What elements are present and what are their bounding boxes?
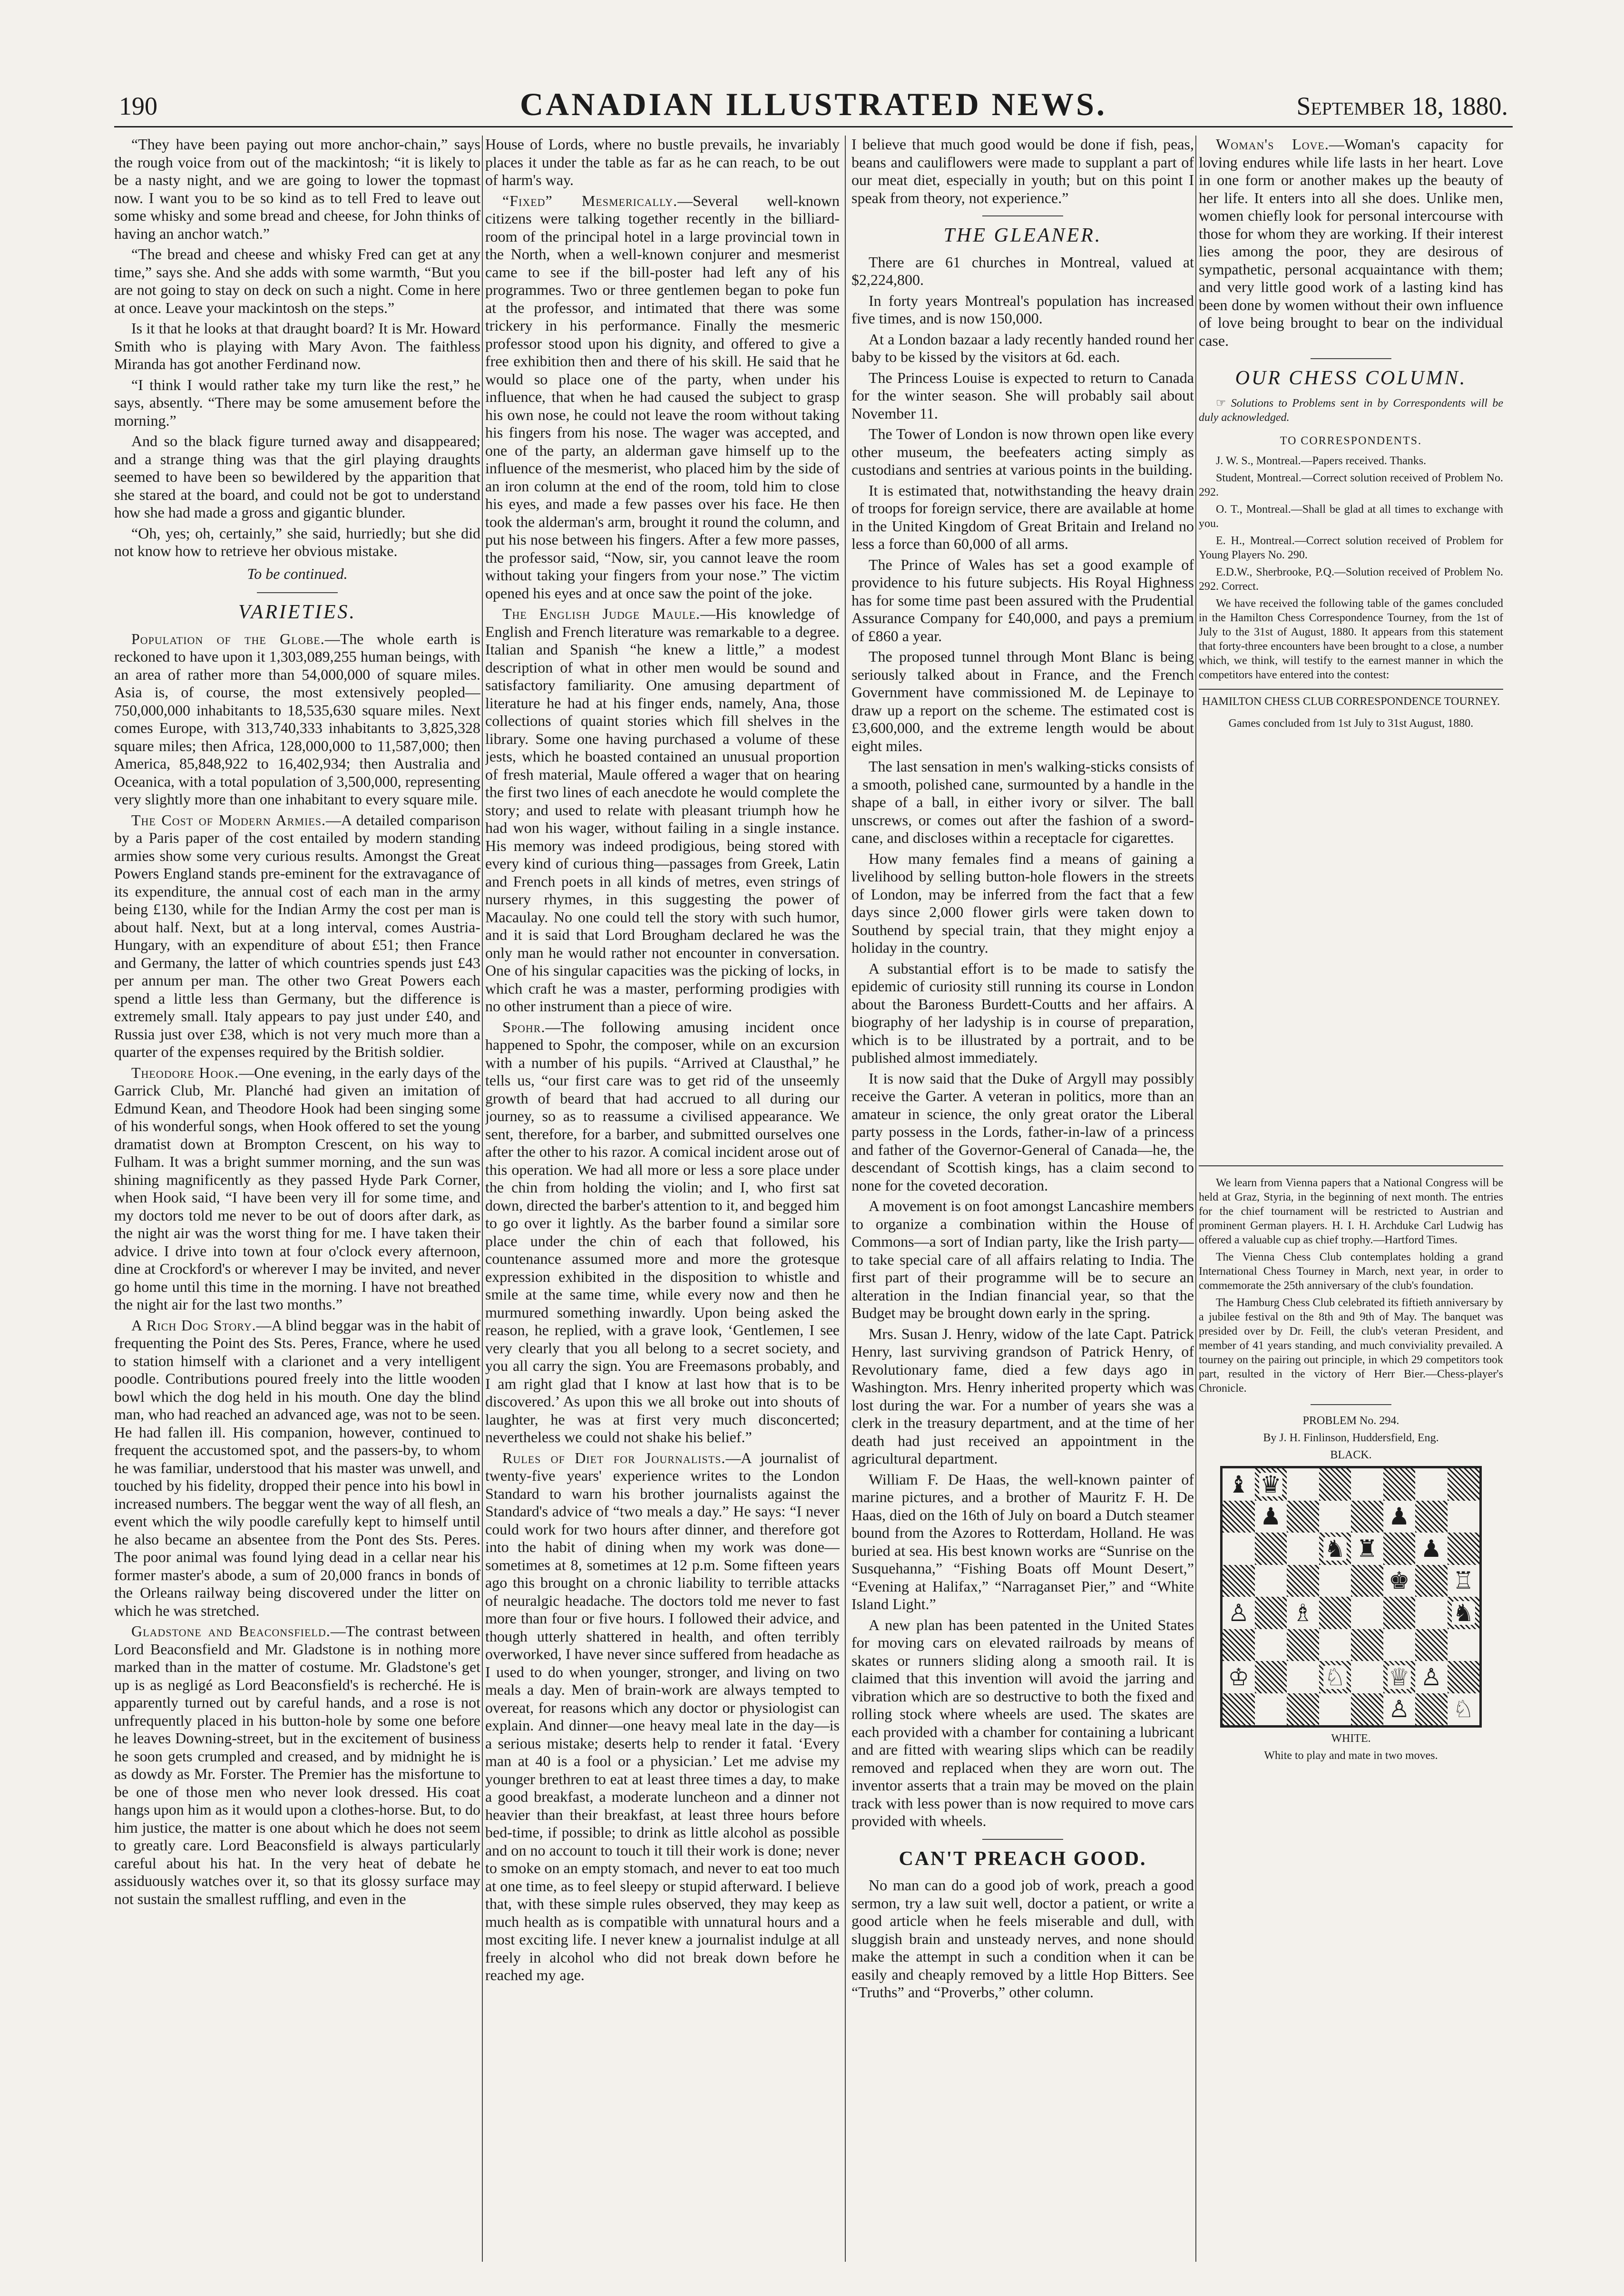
- correspondents-heading: TO CORRESPONDENTS.: [1280, 434, 1422, 447]
- variety-item-text: —The whole earth is reckoned to have upon it 1,303,089,255 human beings, with an area of rather more than 54,000,000 of square miles. Asia is, of course, the most extensively peopled—750,000,000 inhabitants to 18,535,630 square miles. Next comes Europe, with 313,740,333 inhabitants to 3,825,328 square miles; then Africa, 128,000,000 to 11,587,000; then America, 85,848,922 to 16,402,934; then Australia and Oceanica, with a total population of 3,500,000, representing very slightly more than one inhabitant to every square mile.: [114, 630, 480, 808]
- board-square: [1287, 1597, 1319, 1629]
- gleaner-item: William F. De Haas, the well-known painter of marine pictures, and a brother of Mauritz F. H. De Haas, died on the 16th of July on board a Dutch steamer bound from the Azores to Rotterdam, Holland. He was buried at sea. His best known works are “Sunrise on the Susquehanna,” “Fishing Boats off Mount Desert,” “Evening at Halifax,” “Narraganset Pier,” and “White Island Light.”: [851, 1470, 1194, 1612]
- board-square: [1319, 1565, 1351, 1597]
- variety-item: [114, 1064, 480, 1314]
- page-header: [114, 81, 1513, 127]
- board-square: [1255, 1661, 1287, 1693]
- article-paragraph-lead: The English Judge Maule.: [502, 605, 700, 622]
- correspondent-entry: E.D.W., Sherbrooke, P.Q.—Solution received of Problem No. 292. Correct.: [1199, 566, 1503, 593]
- board-square: [1448, 1597, 1480, 1629]
- section-rule: [257, 592, 338, 593]
- board-square: [1351, 1693, 1383, 1726]
- board-square: [1415, 1597, 1448, 1629]
- board-square: [1255, 1533, 1287, 1565]
- correspondents-list: [1199, 454, 1503, 594]
- gleaner-item: The Prince of Wales has set a good example of providence to his future subjects. His Royal Highness has for some time past been assured with the Prudential Assurance Company for £40,000, and pays a premium of £860 a year.: [851, 556, 1194, 645]
- article-paragraph-text: —The following amusing incident once happened to Spohr, the composer, while on an excursion with a number of his pupils. “Arrived at Clausthal,” he tells us, “our first care was to get rid of the unseemly growth of beard that had accrued to all during our journey, so as to reassume a civilised appearance. We sent, therefore, for a barber, and submitted ourselves one after the other to his razor. A comical incident arose out of this operation. We had all more or less a sore place under the chin from holding the violin; and I, who first sat down, directed the barber's attention to it, and begged him to go over it lightly. As the barber found a similar sore place under the chin of each that followed, his countenance assumed more and more the grotesque expression exhibited in the disposition to whistle and smile at the same time, while every now and then he murmured something inwardly. Upon being asked the reason, he replied, with a grave look, ‘Gentlemen, I see very clearly that you all belong to a secret society, and you all carry the sign. You are Freemasons probably, and I am right glad that I know at last how that is to be discovered.’ As upon this we all broke out into shouts of laughter, he was at first very much disconcerted; nevertheless we could not shake his belief.”: [485, 1018, 840, 1446]
- variety-item: [114, 811, 480, 1061]
- board-square: [1223, 1533, 1255, 1565]
- problem-caption: White to play and mate in two moves.: [1264, 1749, 1438, 1762]
- article-paragraph-lead: Rules of Diet for Journalists.: [502, 1449, 726, 1466]
- gleaner-item: In forty years Montreal's population has increased five times, and is now 150,000.: [851, 292, 1194, 327]
- column-1: [114, 136, 480, 2267]
- problem-author: By J. H. Finlinson, Huddersfield, Eng.: [1263, 1432, 1439, 1444]
- masthead-title: CANADIAN ILLUSTRATED NEWS.: [520, 86, 1107, 122]
- chess-piece-icon: ♙: [1420, 1663, 1442, 1690]
- chess-piece-icon: ♘: [1324, 1663, 1346, 1690]
- article-paragraph-text: House of Lords, where no bustle prevails, he invariably places it under the table as far as he can reach, to be out of harm's way.: [485, 136, 840, 188]
- article-paragraph-lead: “Fixed” Mesmerically.: [502, 192, 678, 209]
- gleaner-item: At a London bazaar a lady recently handed round her baby to be kissed by the visitors at 6d. each.: [851, 330, 1194, 365]
- variety-item-lead: Population of the Globe.: [131, 630, 325, 647]
- variety-item-lead: Gladstone and Beaconsfield.: [131, 1622, 331, 1640]
- chess-heading: OUR CHESS COLUMN.: [1235, 367, 1467, 389]
- chess-piece-icon: ♟: [1260, 1503, 1282, 1530]
- to-be-continued: To be continued.: [247, 565, 348, 582]
- board-square: [1383, 1629, 1416, 1661]
- board-square: [1319, 1533, 1351, 1565]
- board-square: [1415, 1693, 1448, 1726]
- board-square: [1448, 1468, 1480, 1501]
- gleaner-item: There are 61 churches in Montreal, valued at $2,224,800.: [851, 253, 1194, 288]
- board-square: [1223, 1501, 1255, 1533]
- board-square: [1351, 1565, 1383, 1597]
- table-intro: We have received the following table of the games concluded in the Hamilton Chess Correspondence Tourney, from the 1st of July to the 31st of August, 1880. It appears from this statement that forty-three encounters have been brought to a close, a number which, we think, will testify to the earnest manner in which the competitors have entered into the contest:: [1199, 597, 1503, 681]
- board-square: [1383, 1661, 1416, 1693]
- board-square: [1287, 1468, 1319, 1501]
- womans-love-text: —Woman's capacity for loving endures while life lasts in her heart. Love in one form or another makes up the beauty of her life. It enters into all she does. Unlike men, women chiefly look for personal intercourse with those for whom they are working. If their interest lies among the poor, they are desirous of sympathetic, personal acquaintance with them; and very little good work of a lasting kind has been done by women without their own influence of love being brought to bear on the individual case.: [1199, 136, 1503, 349]
- variety-item-lead: Theodore Hook.: [131, 1064, 239, 1081]
- vienna-club-note: The Vienna Chess Club contemplates holding a grand International Chess Tourney in March, next year, in order to commemorate the 25th anniversary of the club's foundation.: [1199, 1251, 1503, 1292]
- board-square: [1255, 1468, 1287, 1501]
- page-number: 190: [119, 92, 157, 120]
- correspondent-entry: O. T., Montreal.—Shall be glad at all times to exchange with you.: [1199, 503, 1503, 530]
- board-square: [1448, 1565, 1480, 1597]
- womans-love-paragraph: [1199, 136, 1503, 350]
- gleaner-item: The proposed tunnel through Mont Blanc is being seriously talked about in France, and the French Government have commissioned M. de Lepinaye to draw up a report on the scheme. The estimated cost is £3,600,000, and the extreme length would be about eight miles.: [851, 648, 1194, 754]
- board-square: [1448, 1661, 1480, 1693]
- gleaner-list: [851, 254, 1194, 1830]
- board-square: [1319, 1629, 1351, 1661]
- chess-piece-icon: ♜: [1356, 1535, 1378, 1562]
- board-square: [1351, 1501, 1383, 1533]
- gleaner-item: It is estimated that, notwithstanding the heavy drain of troops for foreign service, there are available at home in the United Kingdom of Great Britain and Ireland no less a force than 60,000 of all arms.: [851, 481, 1194, 552]
- board-square: [1223, 1468, 1255, 1501]
- board-square: [1255, 1565, 1287, 1597]
- article-paragraph: [485, 1449, 840, 1984]
- chess-piece-icon: ♙: [1388, 1696, 1410, 1723]
- board-square: [1448, 1533, 1480, 1565]
- board-square: [1448, 1501, 1480, 1533]
- gleaner-item: A new plan has been patented in the United States for moving cars on elevated railroads by means of skates or runners sliding along a smooth rail. It is claimed that this invention will avoid the jarring and vibration which are so destructive to both the fixed and rolling stock where wheels are used. The skates are each provided with a chamber for containing a lubricant and are fitted with wearing slips which can be readily removed and replaced when they are worn out. The inventor asserts that a train may be moved on the plain track with less power than is now required to move cars provided with wheels.: [851, 1616, 1194, 1829]
- gleaner-item: How many females find a means of gaining a livelihood by selling button-hole flowers in the streets of London, may be inferred from the fact that a few days since 2,000 flower girls were taken down to Southend by special train, that they might enjoy a holiday in the country.: [851, 850, 1194, 956]
- board-square: [1319, 1468, 1351, 1501]
- chess-piece-icon: ♘: [1452, 1696, 1474, 1723]
- board-square: [1319, 1693, 1351, 1726]
- gleaner-item: A movement is on foot amongst Lancashire members to organize a combination within the House of Commons—a sort of Indian party, like the Irish party—to take special care of all affairs relating to India. The first part of their programme will be to secure an alteration in the Indian financial year, so that the Budget may be brought down early in the spring.: [851, 1197, 1194, 1321]
- board-square: [1383, 1501, 1416, 1533]
- variety-item-lead: A Rich Dog Story.: [131, 1316, 256, 1334]
- story-paragraph: “Oh, yes; oh, certainly,” she said, hurriedly; but she did not know how to retrieve her obvious mistake.: [114, 524, 480, 559]
- board-square: [1415, 1533, 1448, 1565]
- article-paragraph-text: —Several well-known citizens were talking together recently in the billiard-room of the principal hotel in a large provincial town in the North, when a well-known conjurer and mesmerist came to see if the bill-poster had left any of his programmes. Two or three gentlemen began to poke fun at the professor, and intimated that there was some trickery in his performance. Finally the mesmeric professor stood upon his dignity, and offered to give a free exhibition then and there of his skill. He said that he would so place one of the party, when under his influence, that when he had caused the subject to grasp his own nose, he could not leave the room without taking his fingers from his nose. The wager was accepted, and one of the party, an alderman gave himself up to the influence of the mesmerist, who placed him by the side of an iron column at the end of the room, told him to close his eyes, and made a few passes over his face. He then took the alderman's arm, brought it round the column, and put his nose between his fingers. After a few more passes, the professor said, “Now, sir, you cannot leave the room without taking your fingers from your nose.” The victim opened his eyes and at once saw the point of the joke.: [485, 192, 840, 602]
- section-rule: [982, 1839, 1063, 1840]
- gleaner-item: The Princess Louise is expected to return to Canada for the winter season. She will probably sail about November 11.: [851, 369, 1194, 422]
- board-square: [1351, 1533, 1383, 1565]
- board-square: [1448, 1693, 1480, 1726]
- gleaner-heading: THE GLEANER.: [943, 225, 1102, 246]
- board-square: [1415, 1501, 1448, 1533]
- board-square: [1223, 1629, 1255, 1661]
- chess-piece-icon: ♞: [1452, 1599, 1474, 1626]
- varieties-heading: VARIETIES.: [238, 601, 356, 623]
- board-square: [1255, 1501, 1287, 1533]
- column-2-articles: [485, 136, 840, 1984]
- ad-text: No man can do a good job of work, preach a good sermon, try a law suit well, doctor a patient, or write a good article when he feels miserable and dull, with sluggish brain and unsteady nerves, and none should make the attempt in such a condition when it can be easily and cheaply removed by a little Hop Bitters. See “Truths” and “Proverbs,” other column.: [851, 1876, 1194, 2001]
- chess-notice: [1199, 396, 1503, 425]
- chess-piece-icon: ♛: [1260, 1471, 1282, 1498]
- correspondent-entry: E. H., Montreal.—Correct solution received of Problem for Young Players No. 290.: [1199, 535, 1503, 561]
- variety-item-text: —One evening, in the early days of the Garrick Club, Mr. Planché had given an imitation of Edmund Kean, and Theodore Hook had been singing some of his wonderful songs, when Hook offered to set the young dramatist down at Brompton Crescent, on his way to Fulham. It was a bright summer morning, and the sun was shining magnificently as they passed Hyde Park Corner, when Hook said, “I have been very ill for some time, and my doctors told me never to be out of doors after dark, as the night air was the worst thing for me. I have taken their advice. I drive into town at four o'clock every afternoon, dine at Crockford's or wherever I may be invited, and never go home until this time in the morning. I have not breathed the night air for the last two months.”: [114, 1064, 480, 1313]
- board-square: [1351, 1661, 1383, 1693]
- board-square: [1223, 1661, 1255, 1693]
- varieties-list: [114, 630, 480, 1908]
- board-square: [1415, 1661, 1448, 1693]
- ad-heading: CAN'T PREACH GOOD.: [899, 1847, 1147, 1870]
- chess-board: [1220, 1466, 1482, 1728]
- gleaner-item: The last sensation in men's walking-sticks consists of a smooth, polished cane, surmounted by a handle in the shape of a ball, in either ivory or silver. The ball unscrews, or comes out after the fashion of a sword-cane, and discloses within a receptacle for cigarettes.: [851, 758, 1194, 846]
- board-square: [1255, 1629, 1287, 1661]
- board-square: [1415, 1468, 1448, 1501]
- article-paragraph-text: —His knowledge of English and French literature was remarkable to a degree. Italian and Spanish “he knew a little,” a modest description of what in other men would be sound and satisfactory familiarity. One amusing department of literature he had at his finger ends, namely, Ana, those collections of quaint stories which fill shelves in the library. Some one having purchased a volume of these jests, which he boasted contained an unusual proportion of fresh material, Maule offered a wager that on hearing the first two lines of each anecdote he would complete the story; and used to relate with pleasant triumph how he had won his wager, without failing in a single instance. His memory was indeed prodigious, being stored with every kind of curious thing—passages from Greek, Latin and French poets in all kinds of metres, even strings of nursery rhymes, in this suggesting the power of Macaulay. No one could tell the story with such humor, and it is said that Lord Brougham declared he was the only man he would rather not encounter in conversation. One of his singular capacities was the picking of locks, in which craft he was a master, performing prodigies with no other instrument than a piece of wire.: [485, 605, 840, 1015]
- chess-notice-text: Solutions to Problems sent in by Correspondents will be duly acknowledged.: [1199, 397, 1503, 424]
- problem-title: PROBLEM No. 294.: [1302, 1415, 1399, 1427]
- chess-piece-icon: ♞: [1324, 1535, 1346, 1562]
- gleaner-item: The Tower of London is now thrown open like every other museum, the beefeaters acting simply as custodians and sentries at various points in the building.: [851, 425, 1194, 478]
- story-paragraph: “The bread and cheese and whisky Fred can get at any time,” says she. And she adds with some warmth, “But you are not going to stay on deck on such a night. Come in here at once. Leave your mackintosh on the steps.”: [114, 245, 480, 316]
- board-square: [1287, 1565, 1319, 1597]
- column-4: [1199, 136, 1503, 2267]
- gleaner-item: A substantial effort is to be made to satisfy the epidemic of curiosity still running its course in London about the Baroness Burdett-Coutts and her affairs. A biography of her ladyship is in course of preparation, which is to be illustrated by a portrait, and to be published almost immediately.: [851, 959, 1194, 1066]
- issue-date: September 18, 1880.: [1296, 92, 1508, 120]
- white-label: WHITE.: [1331, 1732, 1371, 1745]
- correspondent-entry: Student, Montreal.—Correct solution received of Problem No. 292.: [1199, 472, 1503, 498]
- chess-piece-icon: ♖: [1452, 1567, 1474, 1594]
- chess-piece-icon: ♔: [1228, 1663, 1250, 1690]
- variety-item: [114, 1317, 480, 1620]
- chess-piece-icon: ♕: [1388, 1663, 1410, 1690]
- section-rule: [982, 215, 1063, 216]
- board-square: [1415, 1565, 1448, 1597]
- board-square: [1223, 1597, 1255, 1629]
- article-paragraph: [485, 136, 840, 189]
- chess-piece-icon: ♚: [1388, 1567, 1410, 1594]
- chess-piece-icon: ♝: [1228, 1471, 1250, 1498]
- board-square: [1351, 1629, 1383, 1661]
- board-square: [1383, 1597, 1416, 1629]
- column-rule: [482, 136, 483, 2262]
- tourney-table-title: HAMILTON CHESS CLUB CORRESPONDENCE TOURNEY.: [1202, 695, 1500, 708]
- article-paragraph: [485, 192, 840, 603]
- board-square: [1287, 1629, 1319, 1661]
- gleaner-item: Mrs. Susan J. Henry, widow of the late Capt. Patrick Henry, last surviving grandson of Patrick Henry, of Revolutionary fame, died a few days ago in Washington. Mrs. Henry inherited property which was lost during the war. For a number of years she was a clerk in the treasury department, and at the time of her death had just received an appointment in the agricultural department.: [851, 1325, 1194, 1467]
- board-square: [1319, 1597, 1351, 1629]
- board-square: [1448, 1629, 1480, 1661]
- board-square: [1287, 1693, 1319, 1726]
- article-paragraph-lead: Spohr.: [502, 1018, 546, 1036]
- board-square: [1255, 1597, 1287, 1629]
- board-square: [1319, 1661, 1351, 1693]
- variety-item-text: —A blind beggar was in the habit of frequenting the Point des Sts. Peres, France, where he used to station himself with a clarionet and a very intelligent poodle. Contributions poured freely into the little wooden bowl which the dog held in his mouth. One day the blind man, who had reached an advanced age, was not to be seen. He had fallen ill. His companion, however, continued to frequent the accustomed spot, and the passers-by, to whom he was familiar, understood that his master was unwell, and touched by his fidelity, dropped their pence into his bowl in increased numbers. The beggar went the way of all flesh, an event which the wily poodle carefully kept to himself until he also became an absentee from the Pont des Sts. Peres. The poor animal was found lying dead in a cellar near his former master's abode, a sum of 20,000 francs in bonds of the Orleans railway being discovered under the litter on which he was stretched.: [114, 1316, 480, 1619]
- board-square: [1383, 1468, 1416, 1501]
- variety-item-lead: The Cost of Modern Armies.: [131, 811, 326, 829]
- pointing-hand-icon: ☞: [1216, 397, 1231, 410]
- story-paragraph: “I think I would rather take my turn like the rest,” he says, absently. “There may be some amusement before the morning.”: [114, 376, 480, 429]
- chess-piece-icon: ♟: [1388, 1503, 1410, 1530]
- board-square: [1287, 1533, 1319, 1565]
- column-rule: [1195, 136, 1196, 2262]
- variety-item-text: —A detailed comparison by a Paris paper of the cost entailed by modern standing armies show some very curious results. Amongst the Great Powers England stands pre-eminent for the extravagance of its expenditure, the annual cost of each man in the army being £130, while for the Indian Army the cost per man is about half. Next, but at a long interval, comes Austria-Hungary, with an expenditure of about £51; then France and Germany, the latter of which countries spends just £43 per annum per man. The other two Great Powers each spend a little less than Germany, but the difference is extremely small. Italy appears to pay just under £40, and Russia just over £38, which is not very much more than a quarter of the expenses required by the British soldier.: [114, 811, 480, 1060]
- chess-piece-icon: ♟: [1420, 1535, 1442, 1562]
- gleaner-item: It is now said that the Duke of Argyll may possibly receive the Garter. A veteran in politics, more than an amateur in science, the only great orator the Liberal party possess in the Lords, father-in-law of a princess and father of the Governor-General of Canada—he, the descendant of Scottish kings, has a claim second to none for the coveted decoration.: [851, 1069, 1194, 1194]
- column-2: [485, 136, 840, 2267]
- variety-item: [114, 1622, 480, 1908]
- tourney-table: [1199, 689, 1503, 1166]
- section-rule: [1311, 1404, 1391, 1405]
- womans-love-lead: Woman's Love.: [1216, 136, 1329, 153]
- chess-piece-icon: ♙: [1228, 1599, 1250, 1626]
- column-rule: [845, 136, 846, 2262]
- variety-item: [114, 630, 480, 809]
- board-square: [1319, 1501, 1351, 1533]
- story-paragraph: Is it that he looks at that draught board? It is Mr. Howard Smith who is playing with Mary Avon. The faithless Miranda has got another Ferdinand now.: [114, 320, 480, 372]
- board-square: [1255, 1693, 1287, 1726]
- board-square: [1415, 1629, 1448, 1661]
- column-3: [851, 136, 1194, 2267]
- hamburg-note: The Hamburg Chess Club celebrated its fiftieth anniversary by a jubilee festival on the 8th and 9th of May. The banquet was presided over by Dr. Feill, the club's veteran President, and member of 41 years standing, and much conviviality prevailed. A tourney on the pairing out principle, in which 29 competitors took part, resulted in the victory of Herr Bier.—Chess-player's Chronicle.: [1199, 1297, 1503, 1395]
- chess-piece-icon: ♗: [1292, 1599, 1314, 1626]
- board-square: [1383, 1693, 1416, 1726]
- board-square: [1287, 1501, 1319, 1533]
- section-rule: [1311, 358, 1391, 359]
- article-paragraph-text: —A journalist of twenty-five years' experience writes to the London Standard to warn his brother journalists against the Standard's advice of “two meals a day.” He says: “I never could work for two hours after dinner, and therefore got into the habit of dining when my work was done—sometimes at 8, sometimes at 12 p.m. Some fifteen years ago this brought on a chronic liability to terrible attacks of neuralgic headache. The doctors told me never to fast more than four or five hours. I followed their advice, and though utterly shattered in health, and often terribly overworked, I have never since suffered from headache as I used to do when younger, stronger, and living on two meals a day. Men of brain-work are always tempted to overeat, for reasons which any doctor or physiologist can explain. And dinner—one heavy meal late in the day—is a serious mistake; deserts help to render it fatal. ‘Every man at 40 is a fool or a physician.’ Let me advise my younger brethren to eat at least three times a day, to make a good breakfast, a moderate luncheon and a dinner not heavier than their breakfast, at least three hours before bed-time, if possible; to drink as little alcohol as possible and on no account to touch it till their work is done; never to smoke on an empty stomach, and never to eat too much at one time, as to feel sleepy or stupid afterward. I believe that, with these simple rules observed, they may keep as much health as is compatible with unnatural hours and a most exciting life. I never knew a journalist indulge at all freely in alcohol who did not break down before he reached my age.: [485, 1449, 840, 1983]
- serial-story: [114, 136, 480, 560]
- board-square: [1351, 1597, 1383, 1629]
- tourney-table-subtitle: Games concluded from 1st July to 31st August, 1880.: [1228, 717, 1474, 730]
- black-label: BLACK.: [1330, 1449, 1372, 1461]
- board-square: [1383, 1565, 1416, 1597]
- board-square: [1223, 1693, 1255, 1726]
- board-square: [1287, 1661, 1319, 1693]
- diet-conclusion: I believe that much good would be done if fish, peas, beans and cauliflowers were made to supplant a part of our meat diet, especially in youth; but on this point I speak from theory, not experience.”: [851, 136, 1194, 206]
- story-paragraph: And so the black figure turned away and disappeared; and a strange thing was that the girl playing draughts seemed to have been so bewildered by the apparition that she stared at the board, and could not be got to understand how she had made a gross and gigantic blunder.: [114, 432, 480, 521]
- board-square: [1223, 1565, 1255, 1597]
- article-paragraph: [485, 605, 840, 1016]
- correspondent-entry: J. W. S., Montreal.—Papers received. Thanks.: [1216, 455, 1427, 467]
- variety-item-text: —The contrast between Lord Beaconsfield and Mr. Gladstone is in nothing more marked than in the matter of costume. Mr. Gladstone's get up is as negligé as Lord Beaconsfield's is recherché. He is apparently turned out by careful hands, and a rose is not unfrequently placed in his button-hole by some one before he leaves Downing-street, but in the excitement of business he soon gets crumpled and creased, and by midnight he is as dowdy as Mr. Forster. The Premier has the misfortune to be one of those men who never look dressed. His coat hangs upon him as it would upon a clothes-horse. But, to do him justice, the matter is one about which he does not seem to greatly care. Lord Beaconsfield is always particularly careful about his hat. In the very heat of debate he assiduously watches over it, so that its glossy surface may not sustain the smallest ruffling, and even in the: [114, 1622, 480, 1907]
- board-square: [1351, 1468, 1383, 1501]
- story-paragraph: “They have been paying out more anchor-chain,” says the rough voice from out of the mackintosh; “it is likely to be a nasty night, and we are going to lower the topmast now. I want you to be so kind as to tell Fred to leave out some whisky and some bread and cheese, for John thinks of having an anchor watch.”: [114, 136, 480, 242]
- board-square: [1383, 1533, 1416, 1565]
- article-paragraph: [485, 1018, 840, 1446]
- vienna-note: We learn from Vienna papers that a National Congress will be held at Graz, Styria, in the beginning of next month. The entries for the chief tournament will be restricted to Austrian and prominent German players. H. I. H. Archduke Carl Ludwig has offered a valuable cup as chief trophy.—Hartford Times.: [1199, 1177, 1503, 1246]
